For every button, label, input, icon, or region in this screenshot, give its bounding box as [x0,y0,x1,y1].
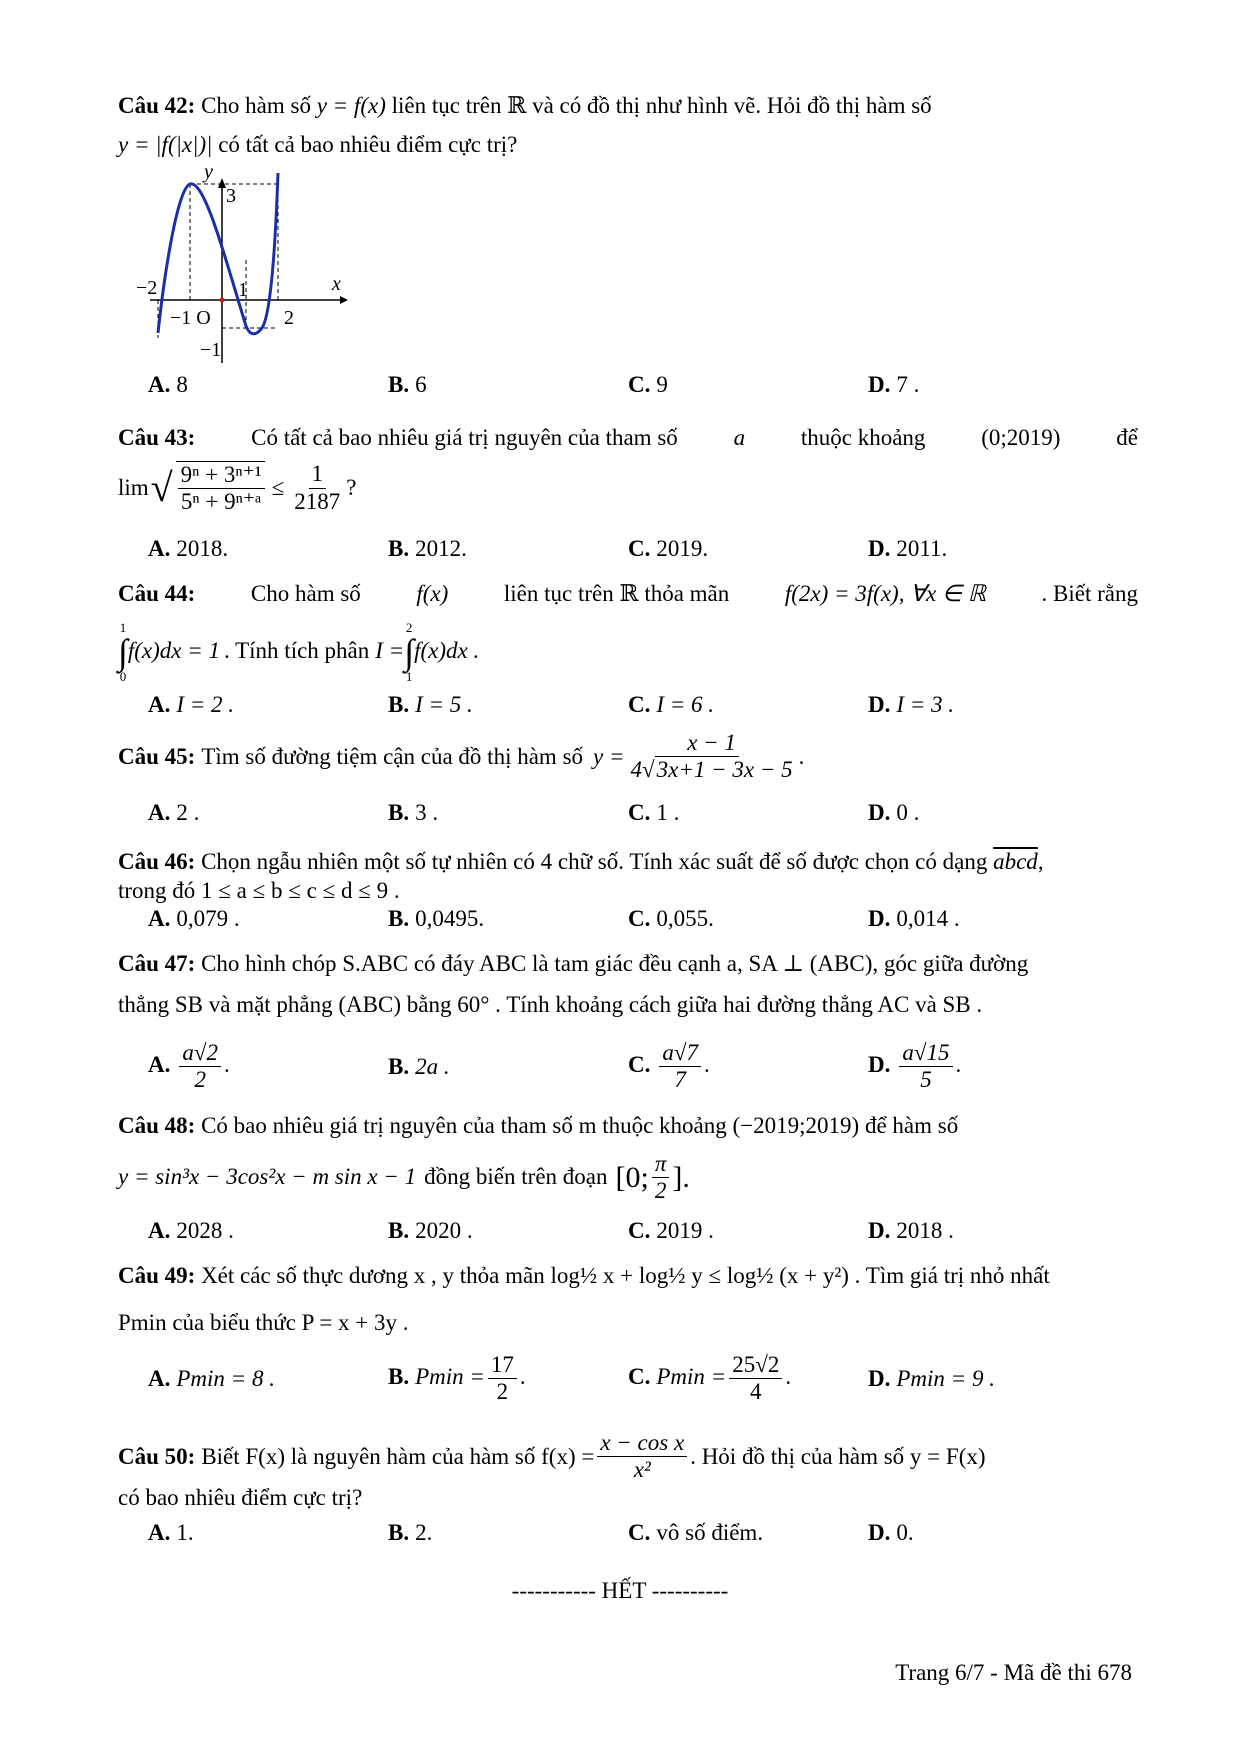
option-a[interactable]: A. 8 [148,372,188,397]
q45-options [148,800,1138,834]
question-label: Câu 43: [118,425,196,450]
question-label: Câu 42: [118,93,196,118]
option-b[interactable]: B. 6 [388,372,427,397]
question-48 [118,1112,1138,1205]
q42-options [148,372,1138,406]
q44-options [148,692,1138,726]
math-expr: f(2x) = 3f(x), ∀x ∈ ℝ [784,581,986,606]
question-43-limit [118,461,1138,516]
interval-open: [0; [615,1160,649,1194]
label-3: 3 [226,185,236,207]
option-c[interactable]: C. Pmin = $\frac{25√2}{4}$ . [628,1352,792,1405]
question-45-line1 [118,730,1138,784]
question-label: Câu 48: [118,1113,196,1138]
question-label: Câu 50: [118,1443,196,1469]
option-c[interactable]: C. I = 6 . [628,692,715,717]
period: . [798,743,805,769]
option-a[interactable]: A. 2 . [148,800,200,825]
option-d[interactable]: D. I = 3 . [868,692,955,717]
option-a[interactable]: A. 2028 . [148,1218,234,1243]
question-42-line2 [118,131,1138,160]
question-label: Câu 46: [118,849,196,874]
denominator: 4√3x+1 − 3x − 5 [630,757,793,783]
option-c[interactable]: C. 2019 . [628,1218,714,1243]
option-b[interactable]: B. 2020 . [388,1218,473,1243]
fraction: $\frac{\pi}{2}$ [652,1151,670,1205]
question-42 [118,92,1138,160]
option-d[interactable]: D. Pmin = 9 . [868,1366,995,1391]
option-b[interactable]: B. 2. [388,1520,433,1545]
option-d[interactable]: D. 0 . [868,800,920,825]
question-50-line2: có bao nhiêu điểm cực trị? [118,1484,363,1510]
q48-options [148,1218,1138,1252]
question-text: Tìm số đường tiệm cận của đồ thị hàm số [201,743,584,769]
question-text: để [1116,425,1138,450]
option-a[interactable]: A. $\frac{a√2}{2}$ . [148,1040,230,1093]
math-expr: f(x) [416,581,449,606]
question-text: đồng biến trên đoạn [424,1164,608,1190]
math-expr: y = |f(|x|)| [118,131,213,157]
q46-options [148,906,1138,940]
question-text: . Biết rằng [1041,581,1138,606]
option-c[interactable]: C. 0,055. [628,906,714,931]
option-a[interactable]: A. Pmin = 8 . [148,1366,275,1391]
question-text: Cho hàm số [250,581,361,606]
page-footer: Trang 6/7 - Mã đề thi 678 [895,1660,1132,1685]
y-label: y [204,161,213,183]
question-text: . Tính tích phân [224,638,370,664]
math-expr: f(x)dx . [414,638,480,664]
option-a[interactable]: A. 0,079 . [148,906,240,931]
q49-options [148,1352,1138,1416]
numerator: 9ⁿ + 3ⁿ⁺¹ [178,462,265,489]
numerator: x − 1 [684,730,739,757]
math-expr: abcd [993,849,1038,874]
question-47-line2: thẳng SB và mặt phẳng (ABC) bằng 60° . Tính khoảng cách giữa hai đường thẳng AC và SB . [118,991,983,1017]
option-a[interactable]: A. I = 2 . [148,692,235,717]
interval-close: ]. [672,1160,690,1194]
math-expr: I = [375,638,405,664]
option-b[interactable]: B. I = 5 . [388,692,473,717]
question-text: có tất cả bao nhiêu điểm cực trị? [218,131,518,157]
question-label: Câu 49: [118,1263,196,1288]
question-text: Xét các số thực dương x , y thỏa mãn log½ x + log½ y ≤ log½ (x + y²) . Tìm giá trị nhỏ nhất [201,1263,1050,1288]
option-a[interactable]: A. 1. [148,1520,194,1545]
label-2: 2 [284,307,294,329]
option-b[interactable]: B. 2012. [388,536,467,561]
option-d[interactable]: D. 0,014 . [868,906,960,931]
option-d[interactable]: D. 2018 . [868,1218,954,1243]
option-c[interactable]: C. 1 . [628,800,680,825]
math-var: a [733,425,746,450]
origin-dot [220,298,225,303]
lim: lim [118,474,149,500]
option-d[interactable]: D. $\frac{a√15}{5}$ . [868,1040,962,1093]
integral-2: 2 ∫ 1 [404,619,415,684]
math-interval: (0;2019) [981,425,1061,450]
question-label: Câu 45: [118,743,196,769]
option-b[interactable]: B. Pmin = $\frac{17}{2}$ . [388,1352,526,1405]
question-44-line1 [118,580,1138,609]
question-50 [118,1430,1138,1513]
question-text: Cho hình chóp S.ABC có đáy ABC là tam giác đều cạnh a, SA ⊥ (ABC), góc giữa đường [201,951,1029,976]
question-49 [118,1262,1138,1338]
label-neg2: −2 [136,277,158,299]
question-label: Câu 44: [118,581,196,606]
question-label: Câu 47: [118,951,196,976]
question-text: . Hỏi đồ thị của hàm số y = F(x) [690,1443,986,1469]
option-d[interactable]: D. 2011. [868,536,948,561]
question-text: thuộc khoảng [800,425,926,450]
math-expr: y = sin³x − 3cos²x − m sin x − 1 [118,1164,417,1190]
question-49-line1 [118,1262,1138,1291]
sqrt-sign: √ [150,465,173,511]
question-mark: ? [346,474,357,500]
question-47-line1 [118,950,1138,979]
numerator: 1 [309,461,327,488]
option-b[interactable]: B. 0,0495. [388,906,485,931]
q43-options [148,536,1138,570]
option-a[interactable]: A. 2018. [148,536,229,561]
question-text: Có bao nhiêu giá trị nguyên của tham số m thuộc khoảng (−2019;2019) để hàm số [201,1113,959,1138]
sqrt-fraction [176,461,265,516]
question-46-line1: Câu 46: Chọn ngẫu nhiên một số tự nhiên có 4 chữ số. Tính xác suất để số được chọn có dạng abcd, [118,849,1044,874]
y-axis-arrow [218,178,226,188]
question-43 [118,424,1138,516]
math-expr: y = f(x) [316,93,386,118]
label-1: 1 [238,279,248,301]
math-expr: y = [593,743,625,769]
question-text: Có tất cả bao nhiêu giá trị nguyên của tham số [251,425,678,450]
question-43-line1 [118,424,1138,453]
q50-options [148,1520,1138,1554]
option-c[interactable]: C. $\frac{a√7}{7}$ . [628,1040,710,1093]
question-48-line1 [118,1112,1138,1141]
question-47 [118,950,1138,1020]
operator: ≤ [271,474,285,500]
question-text: Biết F(x) là nguyên hàm của hàm số f(x) = [201,1443,595,1469]
option-d[interactable]: D. 0. [868,1520,914,1545]
option-c[interactable]: C. vô số điểm. [628,1520,764,1545]
question-49-line2: Pmin của biểu thức P = x + 3y . [118,1309,409,1335]
question-text: liên tục trên ℝ và có đồ thị như hình vẽ. Hỏi đồ thị hàm số [391,93,932,118]
question-text: Cho hàm số [201,93,311,118]
label-neg1: −1 [200,339,222,361]
option-c[interactable]: C. 9 [628,372,668,397]
end-marker: ----------- HẾT ---------- [511,1578,729,1603]
question-46 [118,848,1138,906]
denominator: 2187 [294,488,341,514]
integral-1: 1 ∫ 0 [118,619,128,684]
question-48-line2 [118,1151,1138,1205]
option-d[interactable]: D. 7 . [868,372,920,397]
math-expr: f(x)dx = 1 [127,638,221,664]
rhs-fraction [291,461,343,515]
fraction [628,730,796,784]
x-label: x [332,273,341,295]
question-50-line1 [118,1430,1138,1484]
function-graph [136,161,350,368]
x-axis-arrow [340,296,348,304]
question-42-line1 [118,92,1138,121]
option-b[interactable]: B. 2a . [388,1054,450,1079]
question-44-line2 [118,621,1138,683]
label-neg1-O: −1 O [170,307,211,329]
question-text: liên tục trên ℝ thỏa mãn [503,581,730,606]
question-45 [118,730,1138,784]
option-c[interactable]: C. 2019. [628,536,709,561]
q47-options [148,1040,1138,1100]
question-44 [118,580,1138,683]
denominator: 5ⁿ + 9ⁿ⁺ᵃ [180,489,262,515]
question-text: Chọn ngẫu nhiên một số tự nhiên có 4 chữ số. Tính xác suất để số được chọn có dạng [201,849,988,874]
question-46-line2: trong đó 1 ≤ a ≤ b ≤ c ≤ d ≤ 9 . [118,877,400,903]
option-b[interactable]: B. 3 . [388,800,439,825]
fraction: $\frac{\text{x − cos x}}{\text{x²}}$ [597,1430,687,1484]
